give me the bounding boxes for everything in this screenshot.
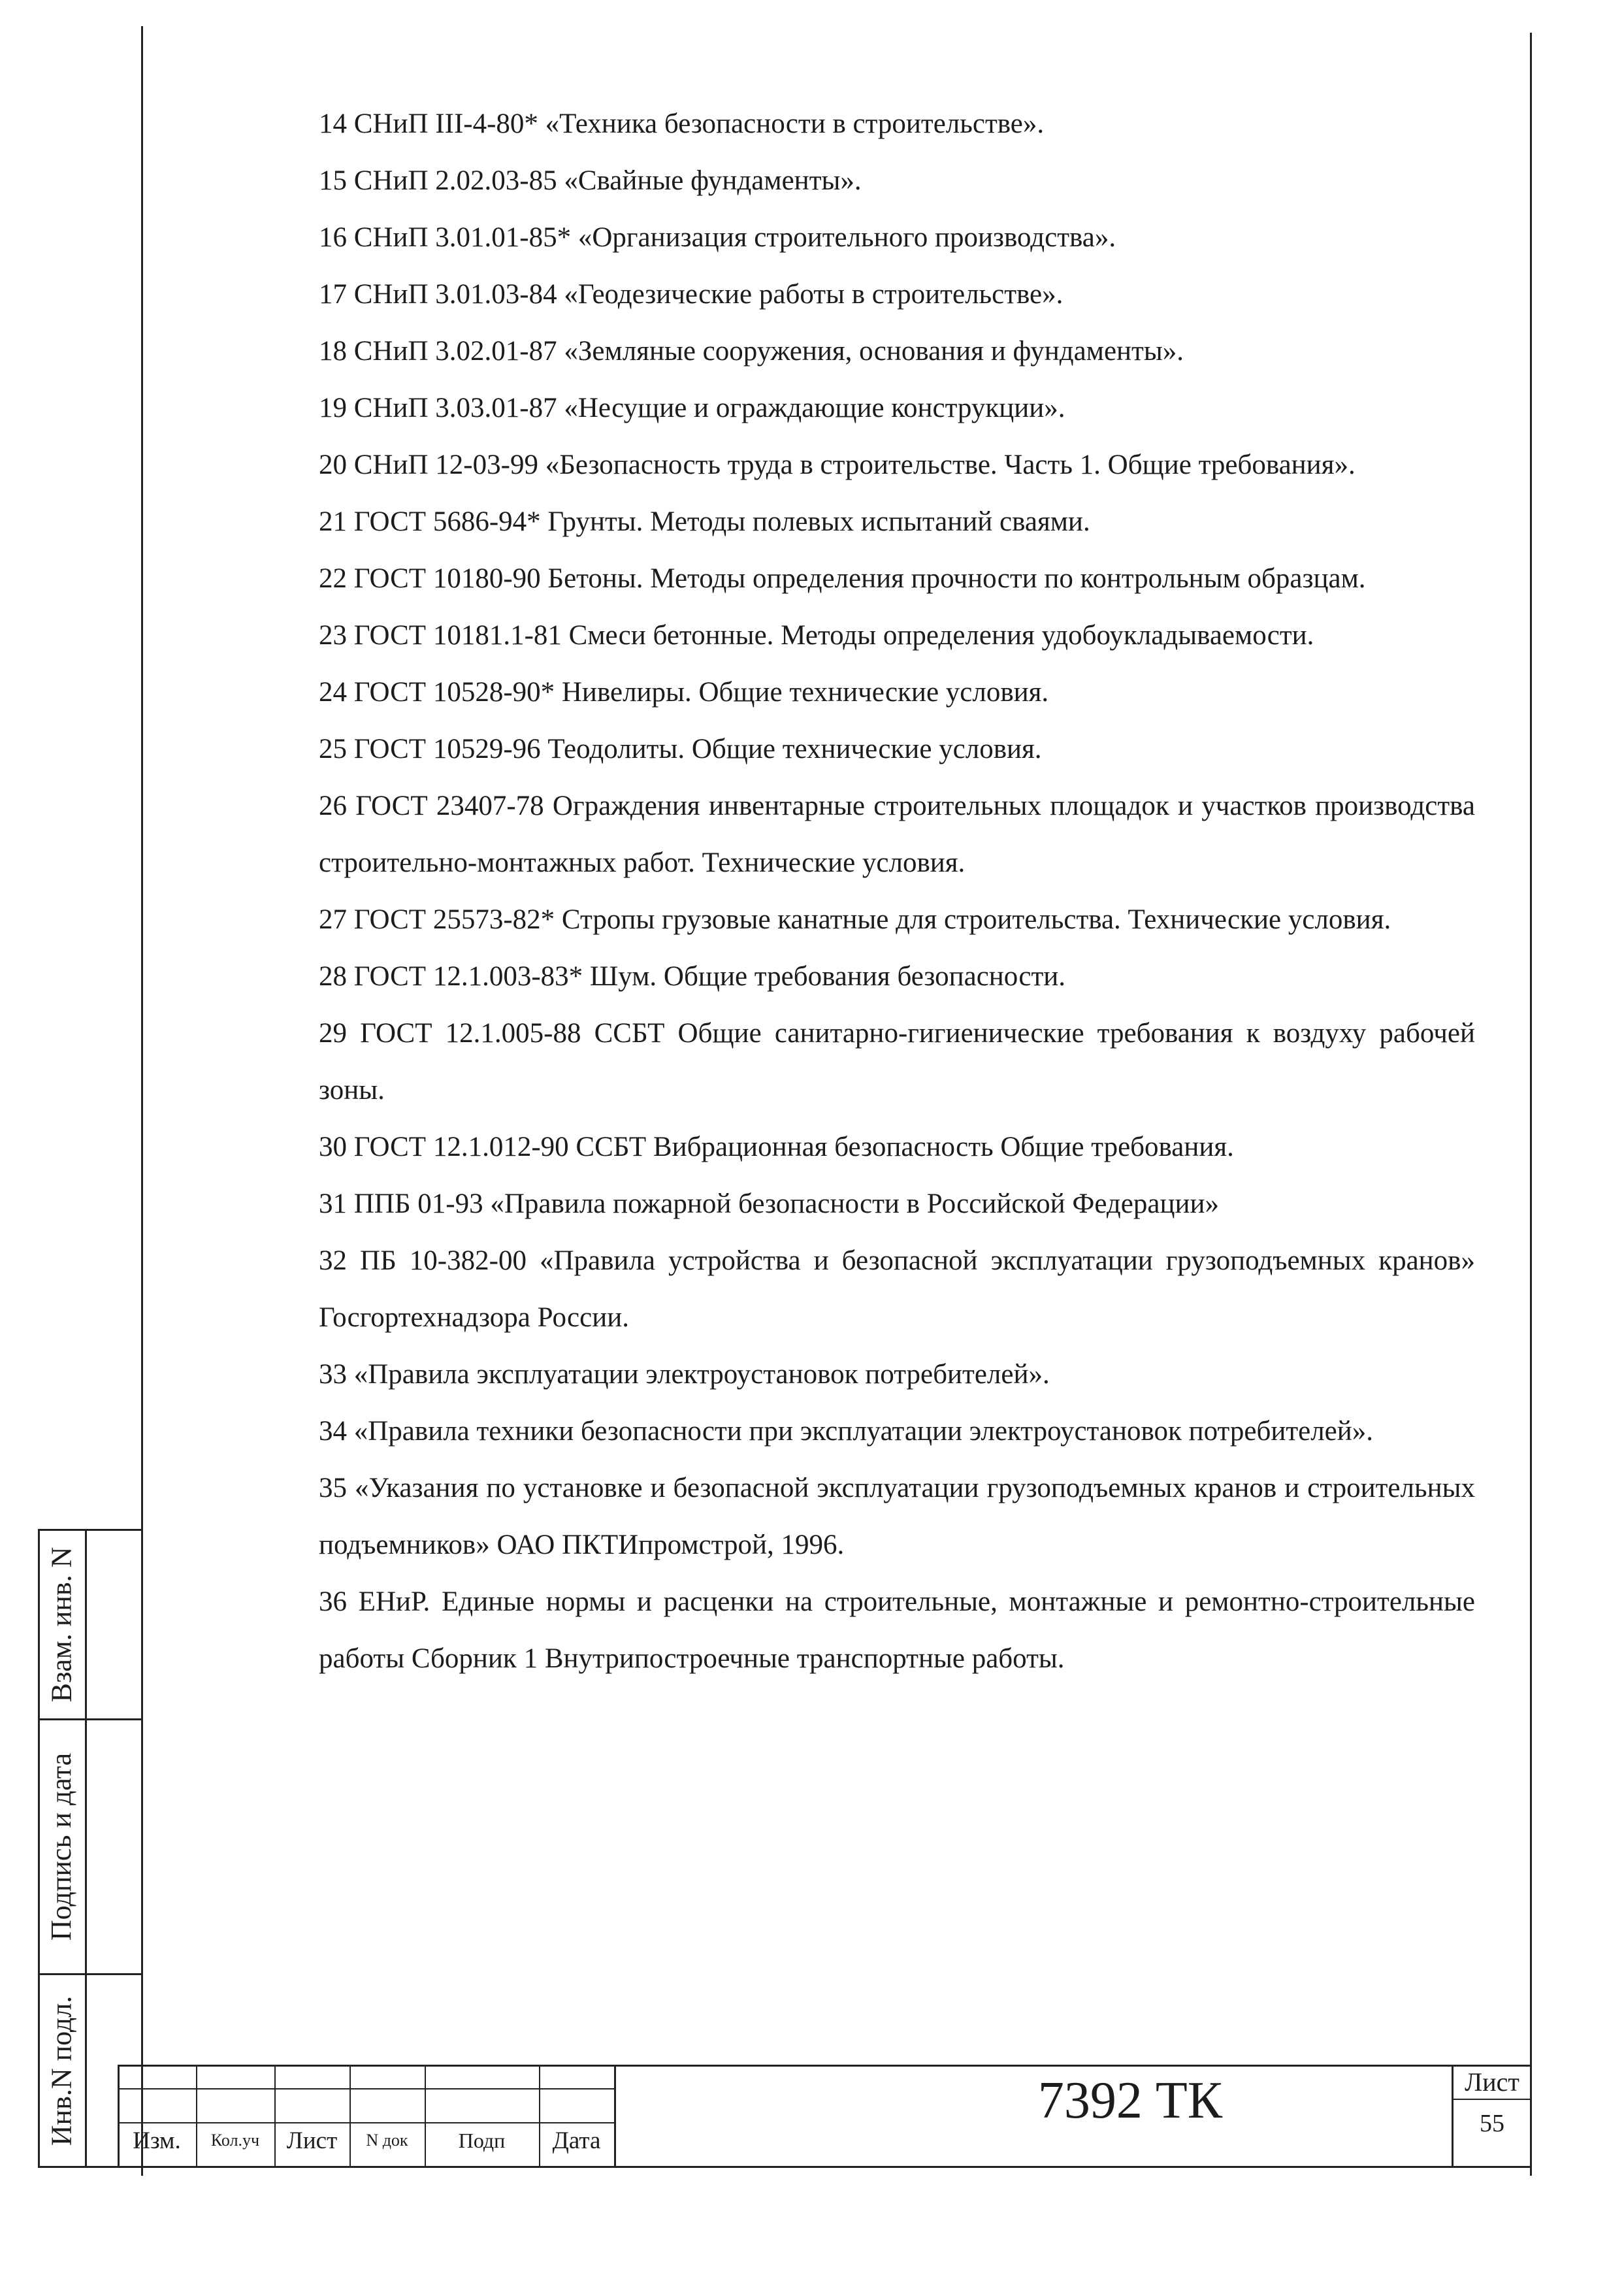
reference-item: 24 ГОСТ 10528-90* Нивелиры. Общие технические условия. — [319, 677, 1049, 708]
reference-item: 26 ГОСТ 23407-78 Ограждения инвентарные строительных площадок и участков производства строительно-монтажных работ. Технические условия. — [319, 791, 1475, 878]
reference-item: 18 СНиП 3.02.01-87 «Земляные сооружения, основания и фундаменты». — [319, 336, 1184, 367]
reference-item: 28 ГОСТ 12.1.003-83* Шум. Общие требования безопасности. — [319, 961, 1066, 992]
reference-item: 27 ГОСТ 25573-82* Стропы грузовые канатные для строительства. Технические условия. — [319, 904, 1391, 935]
reference-item: 15 СНиП 2.02.03-85 «Свайные фундаменты». — [319, 165, 862, 196]
stamp-col-mid — [85, 1529, 87, 2166]
reference-item: 35 «Указания по установке и безопасной эксплуатации грузоподъемных кранов и строительных подъемников» ОАО ПКТИпромстрой, 1996. — [319, 1473, 1475, 1560]
reference-item: 36 ЕНиР. Единые нормы и расценки на строительные, монтажные и ремонтно-строительные работы Сборник 1 Внутрипостроечные транспортные работы. — [319, 1586, 1475, 1674]
reference-item: 30 ГОСТ 12.1.012-90 ССБТ Вибрационная безопасность Общие требования. — [319, 1132, 1234, 1162]
reference-item: 16 СНиП 3.01.01-85* «Организация строительного производства». — [319, 222, 1116, 253]
sheet-label: Лист — [1465, 2067, 1519, 2097]
frame-bottom-line — [38, 2166, 1531, 2168]
stamp-inv-orig: Инв.N подл. — [45, 1995, 78, 2146]
document-code: 7392 ТК — [1037, 2072, 1223, 2129]
tb-col-izm: Изм. — [133, 2127, 181, 2154]
tb-col-data: Дата — [552, 2127, 601, 2154]
sheet-number: 55 — [1480, 2110, 1504, 2137]
tb-v-6 — [614, 2065, 616, 2167]
reference-item: 34 «Правила техники безопасности при эксплуатации электроустановок потребителей». — [319, 1416, 1374, 1447]
reference-item: 21 ГОСТ 5686-94* Грунты. Методы полевых испытаний сваями. — [319, 506, 1090, 537]
reference-item: 29 ГОСТ 12.1.005-88 ССБТ Общие санитарно-гигиенические требования к воздуху рабочей зоны. — [319, 1018, 1475, 1106]
frame-right-line — [1530, 33, 1532, 2176]
tb-col-podp: Подп — [458, 2128, 506, 2152]
reference-item: 25 ГОСТ 10529-96 Теодолиты. Общие технические условия. — [319, 734, 1042, 764]
tb-col-kol: Кол.уч — [210, 2131, 260, 2150]
stamp-signature-date: Подпись и дата — [45, 1752, 78, 1941]
reference-item: 32 ПБ 10-382-00 «Правила устройства и безопасной эксплуатации грузоподъемных кранов» Госгортехнадзора России. — [319, 1245, 1475, 1333]
tb-top — [118, 2065, 1531, 2067]
reference-item: 22 ГОСТ 10180-90 Бетоны. Методы определения прочности по контрольным образцам. — [319, 563, 1366, 594]
stamp-replaced-inv: Взам. инв. N — [45, 1547, 78, 1703]
reference-item: 31 ППБ 01-93 «Правила пожарной безопасности в Российской Федерации» — [319, 1188, 1219, 1219]
frame-left-line — [141, 26, 143, 2176]
tb-col-list: Лист — [286, 2127, 338, 2154]
reference-item: 19 СНиП 3.03.01-87 «Несущие и ограждающие конструкции». — [319, 393, 1065, 423]
tb-sheet-div — [1452, 2099, 1531, 2100]
reference-item: 23 ГОСТ 10181.1-81 Смеси бетонные. Методы определения удобоукладываемости. — [319, 620, 1314, 651]
tb-col-ndok: N док — [366, 2131, 408, 2150]
reference-item: 20 СНиП 12-03-99 «Безопасность труда в строительстве. Часть 1. Общие требования». — [319, 450, 1356, 480]
reference-item: 17 СНиП 3.01.03-84 «Геодезические работы в строительстве». — [319, 279, 1064, 310]
reference-item: 33 «Правила эксплуатации электроустановок потребителей». — [319, 1359, 1050, 1390]
reference-list — [208, 95, 1475, 1687]
reference-item: 14 СНиП III-4-80* «Техника безопасности в строительстве». — [319, 108, 1045, 139]
